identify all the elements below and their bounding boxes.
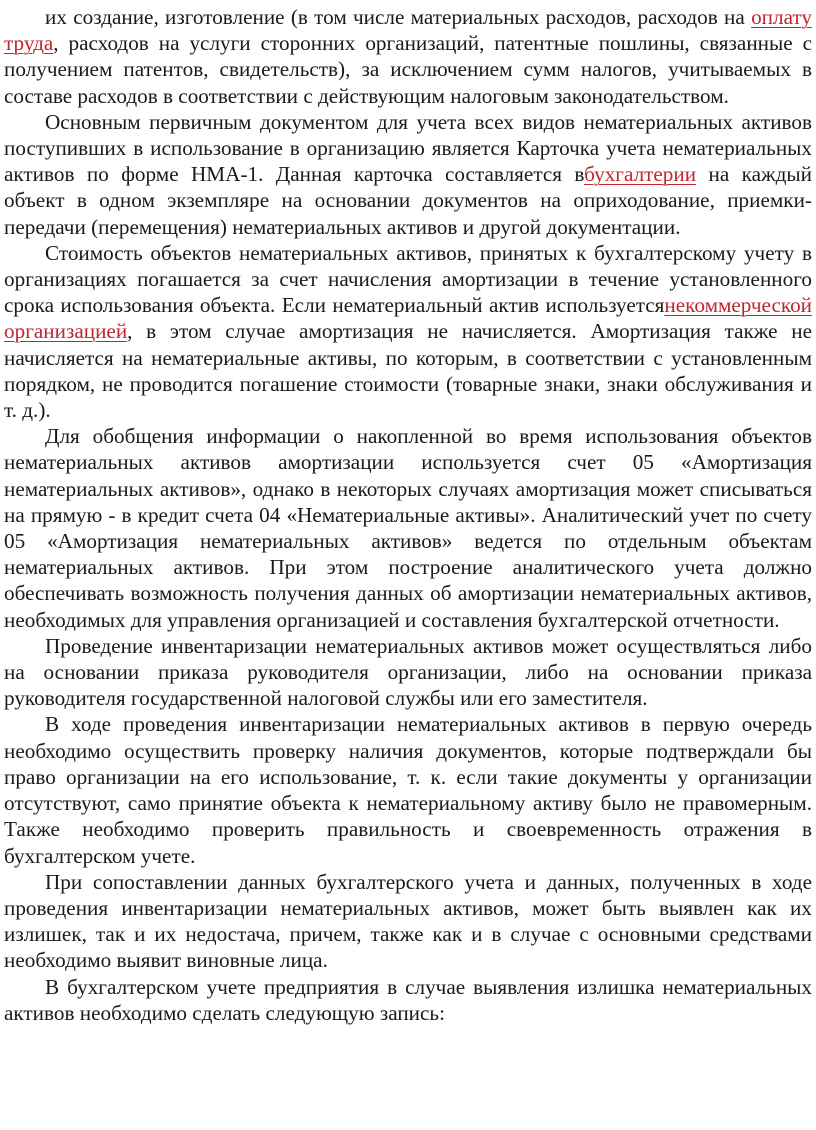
- paragraph-2-text-b: на каждый объект в одном экземпляре на основании документов на оприходование, приемки-передачи (перемещения) нематериальных активов и другой документации.: [4, 162, 812, 239]
- paragraph-8: [4, 974, 812, 1026]
- paragraph-8-text: В бухгалтерском учете предприятия в случае выявления излишка нематериальных активов необходимо сделать следующую запись:: [4, 974, 812, 1025]
- link-oplata-truda[interactable]: оплату труда: [4, 5, 812, 56]
- paragraph-2-text-a: Основным первичным документом для учета всех видов нематериальных активов поступивших в использование в организацию является Карточка учета нематериальных активов по форме НМА-1. Данная карточка составляется в: [4, 109, 812, 187]
- paragraph-2: [4, 109, 812, 240]
- link-nekommercheskoy-organizatsiey[interactable]: некоммерческой организацией: [4, 293, 812, 344]
- paragraph-6: [4, 711, 812, 868]
- paragraph-1-text-b: , расходов на услуги сторонних организаций, патентные пошлины, связанные с получением патентов, свидетельств), за исключением сумм налогов, учитываемых в составе расходов в соответствии с действующим налоговым законодательством.: [4, 31, 812, 108]
- paragraph-3-text-a: Стоимость объектов нематериальных активов, принятых к бухгалтерскому учету в организациях погашается за счет начисления амортизации в течение установленного срока использования объекта. Если нематериальный актив используется: [4, 240, 812, 318]
- paragraph-7: [4, 869, 812, 974]
- paragraph-5-text: Проведение инвентаризации нематериальных активов может осуществляться либо на основании приказа руководителя организации, либо на основании приказа руководителя государственной налоговой службы или его заместителя.: [4, 633, 812, 711]
- paragraph-3: [4, 240, 812, 423]
- paragraph-4-text: Для обобщения информации о накопленной во время использования объектов нематериальных активов амортизации используется счет 05 «Амортизация нематериальных активов», однако в некоторых случаях амортизация может списываться на прямую - в кредит счета 04 «Нематериальные активы». Аналитический учет по счету 05 «Амортизация нематериальных активов» ведется по отдельным объектам нематериальных активов. При этом построение аналитического учета должно обеспечивать возможность получения данных об амортизации нематериальных активов, необходимых для управления организацией и составления бухгалтерской отчетности.: [4, 424, 812, 632]
- paragraph-3-text-b: , в этом случае амортизация не начисляется. Амортизация также не начисляется на нематериальные активы, по которым, в соответствии с установленным порядком, не проводится погашение стоимости (товарные знаки, знаки обслуживания и т. д.).: [4, 319, 812, 423]
- paragraph-7-text: При сопоставлении данных бухгалтерского учета и данных, полученных в ходе проведения инвентаризации нематериальных активов, может быть выявлен как их излишек, так и их недостача, причем, также как и в случае с основными средствами необходимо выявит виновные лица.: [4, 869, 812, 973]
- paragraph-5: [4, 633, 812, 712]
- paragraph-1-text-a: их создание, изготовление (в том числе материальных расходов, расходов на: [45, 5, 752, 29]
- link-bukhgalterii[interactable]: бухгалтерии: [584, 162, 697, 187]
- paragraph-4: [4, 423, 812, 633]
- paragraph-6-text: В ходе проведения инвентаризации нематериальных активов в первую очередь необходимо осуществить проверку наличия документов, которые подтверждали бы право организации на его использование, т. к. если такие документы у организации отсутствуют, само принятие объекта к нематериальному активу было не правомерным. Также необходимо проверить правильность и своевременность отражения в бухгалтерском учете.: [4, 712, 812, 868]
- paragraph-1: [4, 4, 812, 109]
